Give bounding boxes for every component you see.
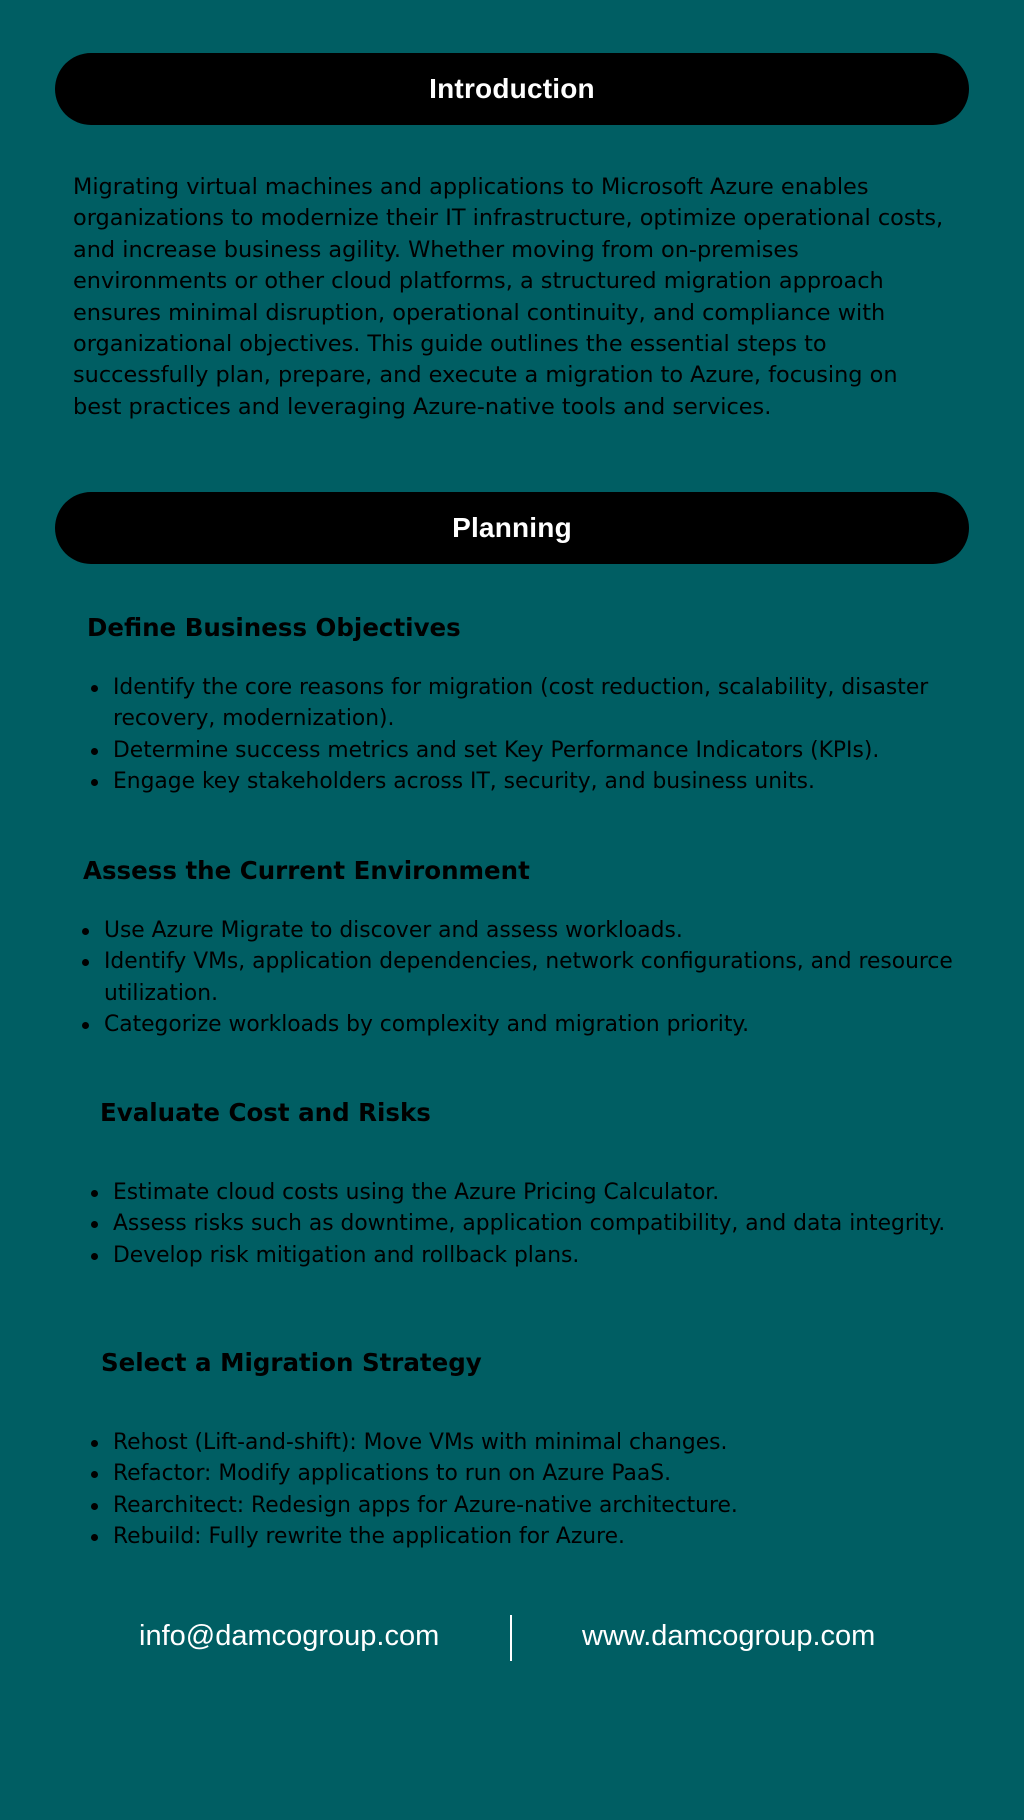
footer-website-link[interactable]: www.damcogroup.com [582, 1620, 876, 1652]
list-item: Estimate cloud costs using the Azure Pricing Calculator. [87, 1177, 977, 1208]
list-item: Categorize workloads by complexity and migration priority. [78, 1009, 968, 1040]
section-list-evaluate-cost-and-risks [87, 1177, 977, 1271]
list-item: Rebuild: Fully rewrite the application for Azure. [87, 1521, 967, 1552]
footer-divider [510, 1615, 512, 1661]
section-title-select-migration-strategy: Select a Migration Strategy [101, 1348, 482, 1377]
list-item: Determine success metrics and set Key Performance Indicators (KPIs). [87, 735, 967, 766]
list-item: Identify VMs, application dependencies, network configurations, and resource utilization. [78, 946, 968, 1009]
introduction-body: Migrating virtual machines and applications to Microsoft Azure enables organizations to modernize their IT infrastructure, optimize operational costs, and increase business agility. Whether moving from on-premises environments or other cloud platforms, a structured migration approach ensures minimal disruption, operational continuity, and compliance with organizational objectives. This guide outlines the essential steps to successfully plan, prepare, and execute a migration to Azure, focusing on best practices and leveraging Azure-native tools and services. [73, 174, 944, 420]
list-item: Use Azure Migrate to discover and assess workloads. [78, 915, 968, 946]
introduction-heading-label: Introduction [429, 73, 595, 104]
list-item: Rearchitect: Redesign apps for Azure-native architecture. [87, 1490, 967, 1521]
list-item: Identify the core reasons for migration (cost reduction, scalability, disaster recovery, modernization). [87, 672, 967, 735]
list-item: Rehost (Lift-and-shift): Move VMs with minimal changes. [87, 1427, 967, 1458]
section-title-define-business-objectives: Define Business Objectives [87, 613, 461, 642]
list-item: Engage key stakeholders across IT, security, and business units. [87, 766, 967, 797]
planning-heading [55, 492, 969, 564]
list-item: Refactor: Modify applications to run on Azure PaaS. [87, 1458, 967, 1489]
section-list-define-business-objectives [87, 672, 967, 798]
footer-email-link[interactable]: info@damcogroup.com [139, 1620, 440, 1652]
section-title-evaluate-cost-and-risks: Evaluate Cost and Risks [100, 1098, 431, 1127]
list-item: Assess risks such as downtime, application compatibility, and data integrity. [87, 1208, 977, 1239]
section-list-assess-current-environment [78, 915, 968, 1041]
planning-heading-label: Planning [452, 512, 572, 543]
section-list-select-migration-strategy [87, 1427, 967, 1553]
list-item: Develop risk mitigation and rollback plans. [87, 1240, 977, 1271]
introduction-heading [55, 53, 969, 125]
section-title-assess-current-environment: Assess the Current Environment [83, 856, 530, 885]
